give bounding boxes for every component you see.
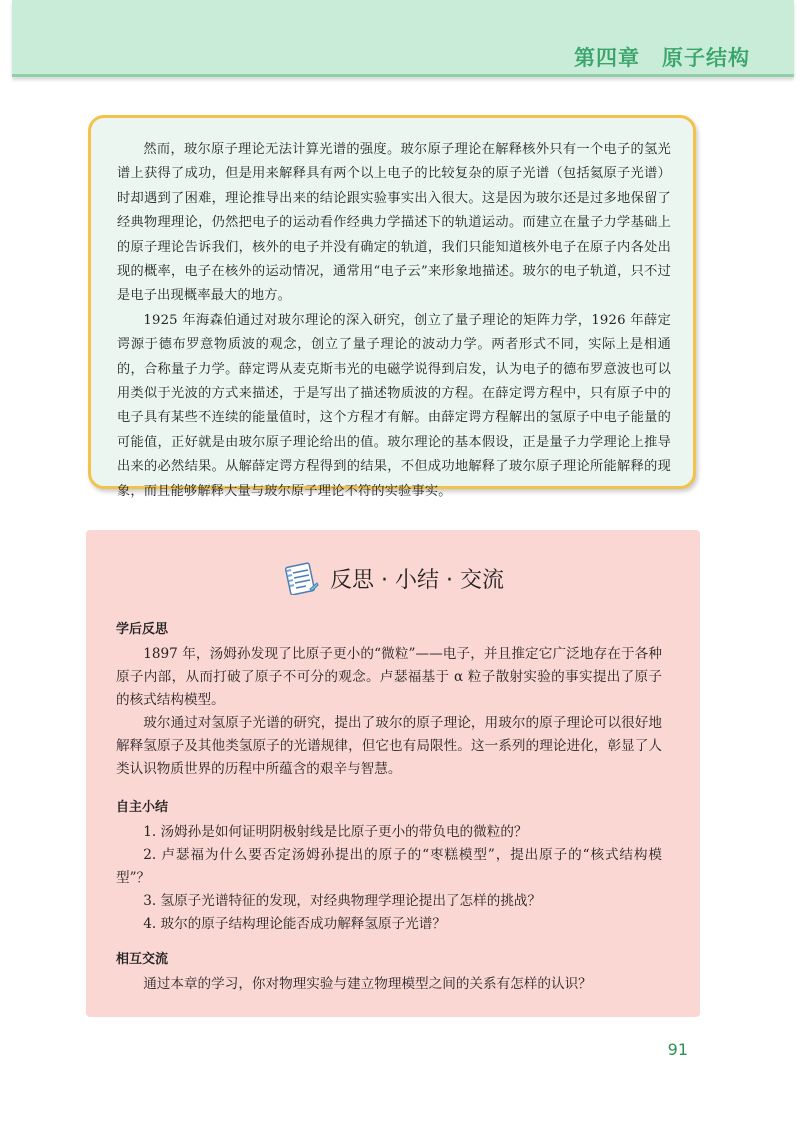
question-item: 3. 氢原子光谱特征的发现，对经典物理学理论提出了怎样的挑战？ [143, 893, 542, 909]
page-number: 91 [667, 1040, 688, 1059]
reading-box [88, 115, 696, 499]
question-list [116, 821, 662, 936]
summary-heading-text: 反思 · 小结 · 交流 [330, 567, 504, 593]
reading-paragraph: 1925 年海森伯通过对玻尔理论的深入研究，创立了量子理论的矩阵力学，1926 年薛定谔源于德布罗意物质波的观念，创立了量子理论的波动力学。两者形式不同，实际上是相通的，合称量子力学。薛定谔从麦克斯韦光的电磁学说得到启发，认为电子的德布罗意波也可以用类似于光波的方式来描述，于是写出了描述物质波的方程。在薛定谔方程中，只有原子中的电子具有某些不连续的能量值时，这个方程才有解。由薛定谔方程解出的氢原子中电子能量的可能值，正好就是由玻尔原子理论给出的值。玻尔理论的基本假设，正是量子力学理论上推导出来的必然结果。从解薛定谔方程得到的结果，不但成功地解释了玻尔原子理论所能解释的现象，而且能够解释大量与玻尔原子理论不符的实验事实。 [117, 312, 671, 499]
notepad-icon [282, 561, 320, 595]
exchange-text: 通过本章的学习，你对物理实验与建立物理模型之间的关系有怎样的认识？ [143, 976, 592, 992]
question-item: 2. 卢瑟福为什么要否定汤姆孙提出的原子的“枣糕模型”，提出原子的“核式结构模型”？ [116, 847, 662, 886]
exchange-title: 相互交流 [116, 952, 169, 967]
question-item: 4. 玻尔的原子结构理论能否成功解释氢原子光谱？ [143, 916, 446, 932]
summary-heading [86, 560, 700, 596]
reading-paragraph: 然而，玻尔原子理论无法计算光谱的强度。玻尔原子理论在解释核外只有一个电子的氢光谱上获得了成功，但是用来解释具有两个以上电子的比较复杂的原子光谱（包括氦原子光谱）时却遇到了困难，理论推导出来的结论跟实验事实出入很大。这是因为玻尔还是过多地保留了经典物理理论，仍然把电子的运动看作经典力学描述下的轨道运动。而建立在量子力学基础上的原子理论告诉我们，核外的电子并没有确定的轨道，我们只能知道核外电子在原子内各处出现的概率，电子在核外的运动情况，通常用“电子云”来形象地描述。玻尔的电子轨道，只不过是电子出现概率最大的地方。 [117, 142, 671, 304]
reflection-title: 学后反思 [116, 622, 169, 637]
reflection-section [116, 618, 662, 781]
summary-box [86, 530, 700, 1017]
question-item: 1. 汤姆孙是如何证明阴极射线是比原子更小的带负电的微粒的？ [143, 824, 528, 840]
chapter-header-bar [12, 0, 794, 77]
self-summary-title: 自主小结 [116, 800, 169, 815]
reflection-paragraph: 玻尔通过对氢原子光谱的研究，提出了玻尔的原子理论，用玻尔的原子理论可以很好地解释氢原子及其他类氢原子的光谱规律，但它也有局限性。这一系列的理论进化，彰显了人类认识物质世界的历程中所蕴含的艰辛与智慧。 [116, 715, 662, 777]
exchange-section [116, 948, 662, 996]
reflection-paragraph: 1897 年，汤姆孙发现了比原子更小的“微粒”——电子，并且推定它广泛地存在于各种原子内部，从而打破了原子不可分的观念。卢瑟福基于 α 粒子散射实验的事实提出了原子的核式结构模型。 [116, 646, 662, 708]
chapter-title: 第四章 原子结构 [574, 46, 750, 70]
self-summary-section [116, 796, 662, 936]
